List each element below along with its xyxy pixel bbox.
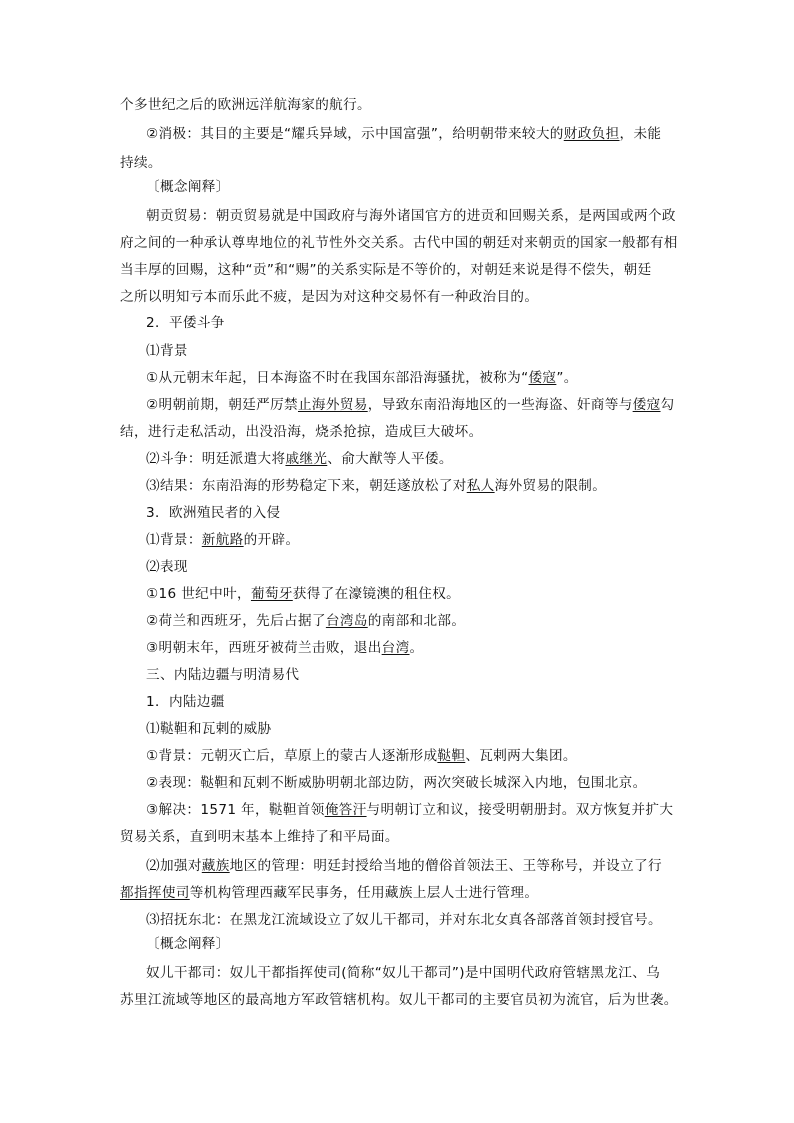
- text-segment: 持续。: [120, 155, 162, 171]
- concept-heading: [146, 177, 680, 197]
- text-line: [120, 153, 680, 173]
- text-segment: 〔概念阐释〕: [146, 179, 230, 195]
- text-segment: 海外贸易的限制。: [494, 478, 607, 494]
- text-segment: ②明朝前期，朝廷严厉禁: [146, 397, 298, 413]
- underlined-term: 私人: [466, 478, 495, 494]
- text-line: [120, 260, 680, 280]
- text-segment: 、瓦剌两大集团。: [465, 748, 577, 764]
- text-segment: 个多世纪之后的欧洲远洋航海家的航行。: [120, 97, 371, 113]
- text-segment: ⑴鞑靼和瓦剌的威胁: [146, 721, 272, 737]
- text-line: [146, 368, 680, 388]
- text-segment: 朝贡贸易：朝贡贸易就是中国政府与海外诸国官方的进贡和回赐关系，是两国或两个政: [146, 208, 676, 224]
- text-line: [146, 124, 680, 144]
- section-heading: [146, 503, 680, 523]
- text-segment: 获得了在濠镜澳的租住权。: [292, 586, 461, 602]
- text-segment: ⑵加强对: [146, 858, 202, 874]
- section-heading: [146, 692, 680, 712]
- text-segment: ⑵表现: [146, 559, 188, 575]
- text-line: [120, 233, 680, 253]
- text-line: [146, 395, 680, 415]
- text-line: [120, 990, 680, 1010]
- underlined-term: 戚继光: [285, 451, 328, 467]
- text-line: [146, 476, 680, 496]
- text-segment: 苏里江流域等地区的最高地方军政管辖机构。奴儿干都司的主要官员初为流官，后为世袭。: [120, 992, 678, 1008]
- text-segment: 贸易关系，直到明末基本上维持了和平局面。: [120, 829, 399, 845]
- text-segment: ⑵斗争：明廷派遣大将: [146, 451, 286, 467]
- underlined-term: 葡萄牙: [250, 586, 293, 602]
- text-segment: ②消极：其目的主要是“耀兵异域，示中国富强”，给明朝带来较大的: [146, 126, 564, 142]
- underlined-term: 止海外贸易: [297, 397, 368, 413]
- text-line: [146, 856, 680, 876]
- text-segment: ③明朝末年，西班牙被荷兰击败，退出: [146, 640, 382, 656]
- text-line: [120, 883, 680, 903]
- underlined-term: 藏族: [201, 858, 230, 874]
- text-segment: 。: [409, 640, 424, 656]
- text-line: [120, 827, 680, 847]
- text-line: [146, 584, 680, 604]
- text-segment: ⑶结果：东南沿海的形势稳定下来，朝廷遂放松了对: [146, 478, 467, 494]
- text-segment: ⑶招抚东北：在黑龙江流域设立了奴儿干都司，并对东北女真各部落首领封授官号。: [146, 912, 662, 928]
- section-heading: [146, 313, 680, 333]
- text-segment: ②表现：鞑靼和瓦剌不断威胁明朝北部边防，两次突破长城深入内地，包围北京。: [146, 775, 647, 791]
- underlined-term: 倭寇: [632, 397, 661, 413]
- text-line: [146, 746, 680, 766]
- text-segment: ”。: [556, 370, 578, 386]
- text-segment: 府之间的一种承认尊卑地位的礼节性外交关系。古代中国的朝廷对来朝贡的国家一般都有相: [120, 235, 678, 251]
- text-line: [146, 611, 680, 631]
- text-line: [146, 963, 680, 983]
- concept-heading: [146, 934, 680, 954]
- text-line: [146, 773, 680, 793]
- text-segment: 当丰厚的回赐，这种“贡”和“赐”的关系实际是不等价的，对朝廷来说是得不偿失，朝廷: [120, 262, 652, 278]
- underlined-term: 台湾岛: [325, 613, 368, 629]
- text-segment: ⑴背景: [146, 343, 188, 359]
- text-segment: 勾: [660, 397, 675, 413]
- text-segment: ③解决：1571 年，鞑靼首领: [146, 802, 325, 818]
- underlined-term: 台湾: [381, 640, 410, 656]
- text-line: [120, 95, 680, 115]
- text-segment: 等机构管理西藏军民事务，任用藏族上层人士进行管理。: [189, 885, 539, 901]
- text-segment: ⑴背景：: [146, 532, 202, 548]
- text-line: [146, 206, 680, 226]
- text-segment: ，未能: [619, 126, 662, 142]
- underlined-term: 财政负担: [563, 126, 620, 142]
- text-segment: 之所以明知亏本而乐此不疲，是因为对这种交易怀有一种政治目的。: [120, 289, 539, 305]
- text-line: [146, 910, 680, 930]
- text-segment: 三、内陆边疆与明清易代: [146, 667, 300, 683]
- text-segment: 地区的管理：明廷封授给当地的僧俗首领法王、王等称号，并设立了行: [229, 858, 662, 874]
- underlined-term: 俺答汗: [324, 802, 367, 818]
- chapter-heading: [146, 665, 680, 685]
- text-segment: ②荷兰和西班牙，先后占据了: [146, 613, 326, 629]
- text-segment: ①背景：元朝灭亡后，草原上的蒙古人逐渐形成: [146, 748, 438, 764]
- text-segment: 结，进行走私活动，出没沿海，烧杀抢掠，造成巨大破坏。: [120, 424, 483, 440]
- text-segment: 3．欧洲殖民者的入侵: [146, 505, 281, 521]
- text-segment: ，导致东南沿海地区的一些海盗、奸商等与: [367, 397, 633, 413]
- text-segment: 奴儿干都司：奴儿干都指挥使司(简称“奴儿干都司”)是中国明代政府管辖黑龙江、乌: [146, 965, 661, 981]
- text-segment: 1．内陆边疆: [146, 694, 225, 710]
- text-segment: ①从元朝末年起，日本海盗不时在我国东部沿海骚扰，被称为“: [146, 370, 529, 386]
- text-line: [146, 530, 680, 550]
- text-segment: 与明朝订立和议，接受明朝册封。双方恢复并扩大: [366, 802, 674, 818]
- underlined-term: 新航路: [201, 532, 244, 548]
- text-line: [146, 800, 680, 820]
- underlined-term: 都指挥使司: [120, 885, 190, 901]
- text-segment: 的开辟。: [243, 532, 300, 548]
- underlined-term: 倭寇: [528, 370, 557, 386]
- text-segment: ①16 世纪中叶，: [146, 586, 251, 602]
- text-line: [146, 638, 680, 658]
- subsection-heading: [146, 341, 680, 361]
- text-segment: 〔概念阐释〕: [146, 936, 230, 952]
- text-line: [120, 287, 680, 307]
- text-segment: 的南部和北部。: [367, 613, 466, 629]
- subsection-heading: [146, 557, 680, 577]
- underlined-term: 鞑靼: [437, 748, 466, 764]
- text-segment: 2．平倭斗争: [146, 315, 225, 331]
- text-segment: 、俞大猷等人平倭。: [327, 451, 453, 467]
- subsection-heading: [146, 719, 680, 739]
- text-line: [120, 422, 680, 442]
- text-line: [146, 449, 680, 469]
